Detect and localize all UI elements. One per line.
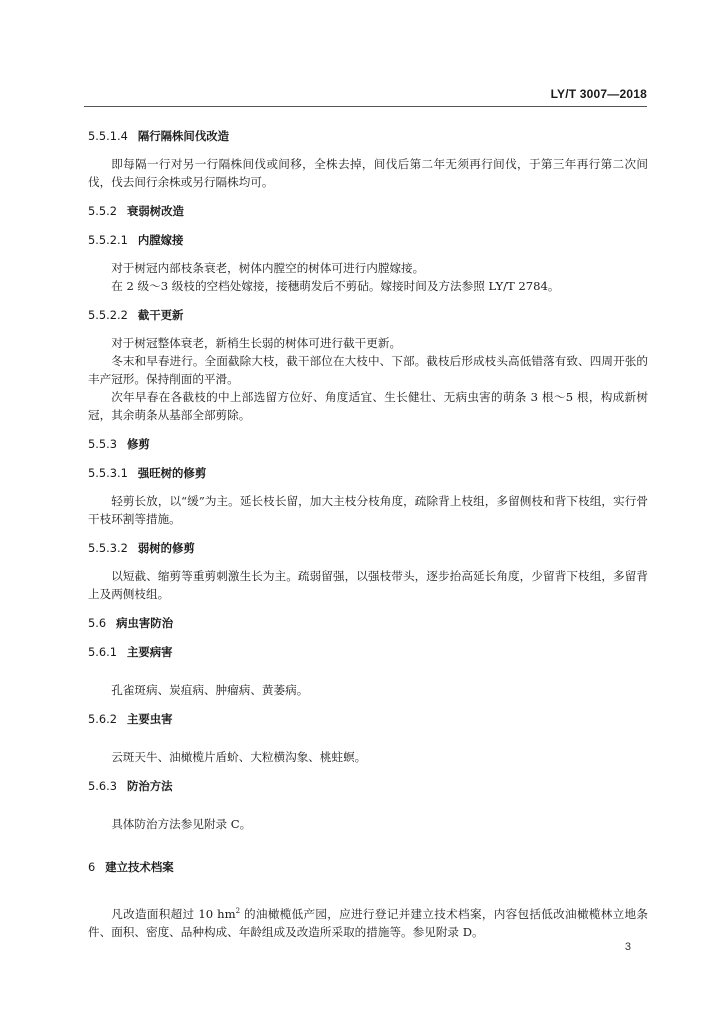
heading-5-5-3-2: 5.5.3.2 弱树的修剪 — [88, 541, 195, 555]
paragraph: 对于树冠整体衰老，新梢生长弱的树体可进行截干更新。 — [111, 336, 402, 350]
paragraph: 对于树冠内部枝条衰老，树体内膛空的树体可进行内膛嫁接。 — [111, 261, 425, 275]
heading-5-5-2-2: 5.5.2.2 截干更新 — [88, 308, 184, 322]
paragraph: 次年早春在各截枝的中上部选留方位好、角度适宜、生长健壮、无病虫害的萌条 3 根～5 根，构成新树冠，其余萌条从基部全部剪除。 — [88, 390, 648, 422]
paragraph: 即每隔一行对另一行隔株间伐或间移，全株去掉，间伐后第二年无须再行间伐，于第三年再行第二次间伐，伐去间行余株或另行隔株均可。 — [88, 157, 648, 189]
heading-5-5-2: 5.5.2 衰弱树改造 — [88, 204, 184, 218]
paragraph: 云斑天牛、油橄榄片盾蚧、大粒横沟象、桃蛀螟。 — [111, 750, 367, 764]
heading-5-5-3: 5.5.3 修剪 — [88, 437, 150, 451]
paragraph: 凡改造面积超过 10 $hm^2$ 的油橄榄低产园，应进行登记并建立技术档案，内容包括低改油橄榄林立地条件、面积、密度、品种构成、年龄组成及改造所采取的措施等。参见附录 D。 — [88, 906, 648, 939]
paragraph: 轻剪长放，以“缓”为主。延长枝长留，加大主枝分枝角度，疏除背上枝组，多留侧枝和背下枝组，实行骨干枝环割等措施。 — [88, 494, 648, 526]
heading-5-6-3: 5.6.3 防治方法 — [88, 779, 173, 793]
heading-5-5-2-1: 5.5.2.1 内膛嫁接 — [88, 233, 184, 247]
heading-5-6-2: 5.6.2 主要虫害 — [88, 712, 173, 726]
paragraph: 孔雀斑病、炭疽病、肿瘤病、黄萎病。 — [111, 683, 309, 697]
paragraph: 以短截、缩剪等重剪刺激生长为主。疏弱留强，以强枝带头，逐步抬高延长角度，少留背下枝组，多留背上及两侧枝组。 — [88, 569, 648, 601]
heading-5-6-1: 5.6.1 主要病害 — [88, 645, 173, 659]
heading-5-5-3-1: 5.5.3.1 强旺树的修剪 — [88, 466, 207, 480]
heading-6: 6 建立技术档案 — [88, 860, 174, 874]
heading-5-6: 5.6 病虫害防治 — [88, 616, 174, 630]
document-body — [88, 128, 648, 941]
header-rule — [84, 106, 647, 107]
heading-5-5-1-4: 5.5.1.4 隔行隔株间伐改造 — [88, 129, 229, 143]
standard-code: LY/T 3007—2018 — [550, 87, 647, 101]
paragraph: 冬末和早春进行。全面截除大枝，截干部位在大枝中、下部。截枝后形成枝头高低错落有致、四周开张的丰产冠形。保持削面的平滑。 — [88, 354, 648, 386]
paragraph: 具体防治方法参见附录 C。 — [111, 817, 252, 831]
paragraph: 在 2 级～3 级枝的空档处嫁接，接穗萌发后不剪砧。嫁接时间及方法参照 LY/T 2784。 — [111, 279, 560, 293]
page-number: 3 — [624, 941, 631, 953]
